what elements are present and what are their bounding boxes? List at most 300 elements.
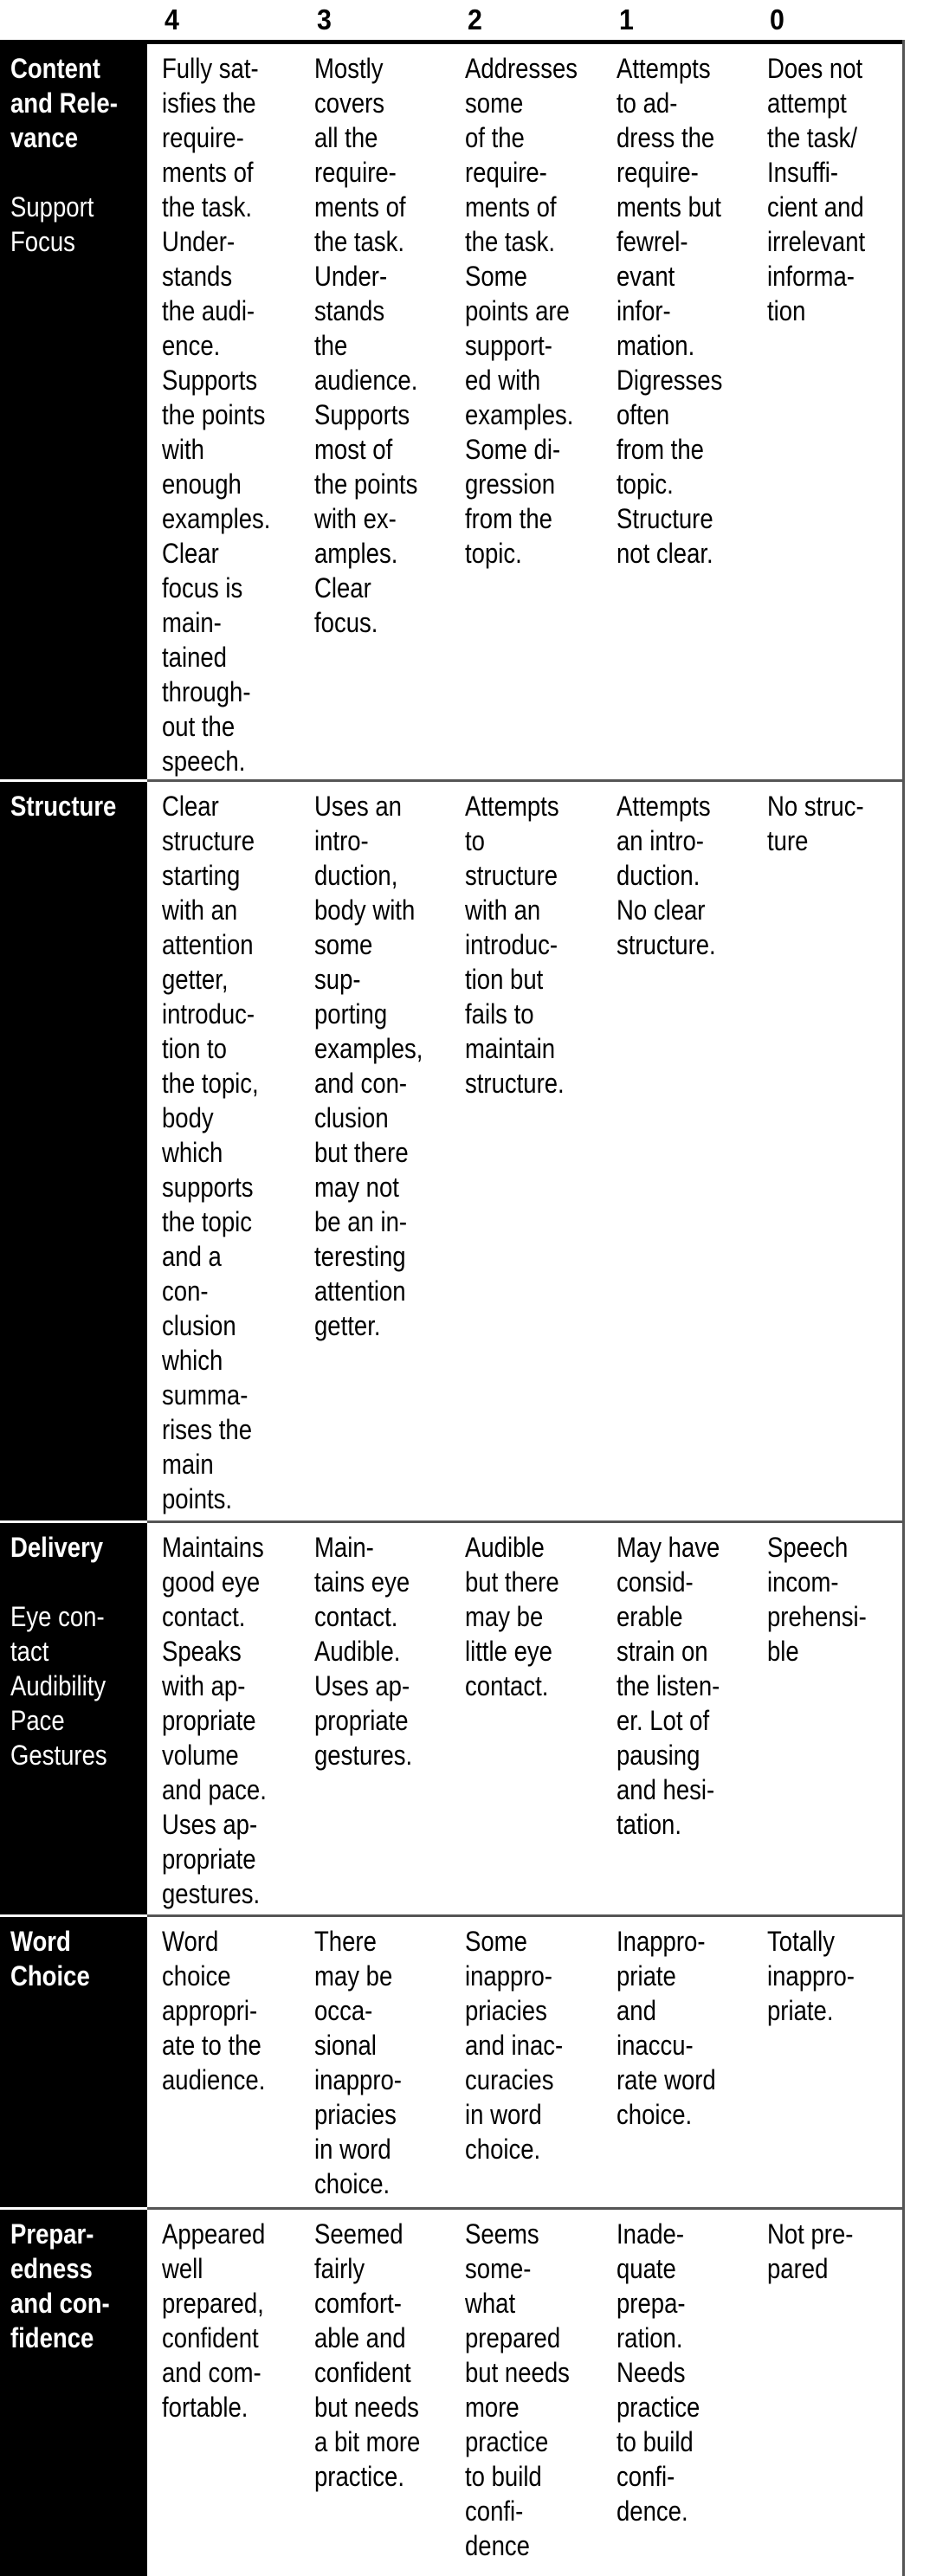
descriptor-line: contact.	[314, 1601, 398, 1632]
descriptor-line: inappro-	[465, 1960, 552, 1992]
descriptor-line: Attempts	[617, 53, 711, 84]
descriptor-line: practice	[465, 2426, 549, 2457]
descriptor-line: require-	[617, 157, 699, 188]
descriptor-line: priacies	[314, 2099, 397, 2130]
criterion-subitem: Audibility	[10, 1670, 107, 1701]
descriptor-cell-score-4	[162, 1530, 267, 1911]
descriptor-line: introduc-	[162, 998, 255, 1030]
descriptor-line: Totally	[767, 1926, 836, 1957]
descriptor-cell-score-2	[465, 2217, 570, 2563]
descriptor-line: Attempts	[465, 791, 559, 822]
descriptor-line: starting	[162, 860, 241, 891]
descriptor-line: Inade-	[617, 2218, 685, 2250]
descriptor-line: enough	[162, 468, 242, 500]
descriptor-line: but there	[314, 1137, 409, 1168]
descriptor-line: the task.	[314, 226, 405, 257]
descriptor-line: dence.	[617, 2495, 688, 2527]
descriptor-line: the points	[162, 399, 266, 430]
criterion-title-line: and Rele-	[10, 87, 118, 119]
descriptor-line: gression	[465, 468, 556, 500]
descriptor-line: the audi-	[162, 295, 255, 326]
spacer	[10, 1565, 107, 1599]
descriptor-cell-score-2	[465, 1924, 563, 2166]
criterion-title-line: Content	[10, 53, 100, 84]
descriptor-line: ments of	[465, 191, 557, 223]
descriptor-line: Uses an	[314, 791, 402, 822]
descriptor-line: Digresses	[617, 365, 723, 396]
row-divider	[147, 779, 905, 782]
descriptor-cell-score-1	[617, 1530, 720, 1842]
descriptor-line: May have	[617, 1532, 720, 1563]
descriptor-cell-score-0	[767, 1530, 867, 1669]
descriptor-line: out the	[162, 711, 236, 742]
score-1-heading: 1	[619, 3, 634, 36]
descriptor-line: Clear	[162, 538, 219, 569]
descriptor-line: duction.	[617, 860, 700, 891]
descriptor-line: prepared,	[162, 2288, 264, 2319]
rubric-row-structure	[0, 782, 905, 1523]
descriptor-line: contact.	[465, 1670, 549, 1701]
descriptor-line: in word	[314, 2134, 391, 2165]
criterion-text	[10, 789, 116, 823]
descriptor-line: in word	[465, 2099, 542, 2130]
criterion-subitem: Gestures	[10, 1740, 107, 1771]
descriptor-line: require-	[314, 157, 397, 188]
descriptor-line: stands	[314, 295, 385, 326]
criterion-title-line: fidence	[10, 2322, 94, 2353]
descriptor-line: tion to	[162, 1033, 227, 1064]
criterion-text	[10, 1924, 90, 1993]
descriptor-cell-score-2	[465, 1530, 559, 1703]
descriptor-line: ture	[767, 825, 809, 856]
descriptor-cell-score-1	[617, 789, 716, 962]
descriptor-cell-score-4	[162, 789, 259, 1516]
descriptor-line: what	[465, 2288, 516, 2319]
descriptor-line: Audible.	[314, 1636, 401, 1667]
score-0-heading: 0	[770, 3, 784, 36]
descriptor-line: comfort-	[314, 2288, 402, 2319]
descriptor-line: from the	[465, 503, 552, 534]
descriptor-line: and pace.	[162, 1774, 267, 1805]
descriptor-cell-score-2	[465, 789, 565, 1101]
descriptor-line: clusion	[314, 1102, 389, 1133]
descriptor-line: structure	[465, 860, 558, 891]
descriptor-line: choice.	[617, 2099, 693, 2130]
criterion-label	[0, 2210, 147, 2576]
descriptor-line: structure	[162, 825, 255, 856]
descriptor-cell-score-4	[162, 1924, 265, 2097]
descriptor-line: require-	[465, 157, 547, 188]
descriptor-cell-score-3	[314, 1924, 402, 2201]
descriptor-line: fairly	[314, 2253, 365, 2284]
descriptor-line: sup-	[314, 964, 361, 995]
descriptor-line: Mostly	[314, 53, 384, 84]
descriptor-line: the task.	[162, 191, 253, 223]
criterion-title-line: edness	[10, 2253, 93, 2284]
descriptor-line: audience.	[314, 365, 418, 396]
descriptor-cell-score-1	[617, 2217, 700, 2528]
descriptor-line: attempt	[767, 87, 847, 119]
descriptor-line: summa-	[162, 1379, 249, 1411]
descriptor-line: informa-	[767, 261, 855, 292]
descriptor-line: the points	[314, 468, 418, 500]
descriptor-line: appropri-	[162, 1995, 258, 2026]
descriptor-line: fewrel-	[617, 226, 688, 257]
descriptor-line: Needs	[617, 2357, 686, 2388]
descriptor-line: strain on	[617, 1636, 708, 1667]
descriptor-line: Appeared	[162, 2218, 266, 2250]
descriptor-line: pausing	[617, 1740, 700, 1771]
descriptor-line: confi-	[465, 2495, 524, 2527]
descriptor-line: practice.	[314, 2461, 405, 2492]
descriptor-line: Some	[465, 1926, 527, 1957]
descriptor-line: points are	[465, 295, 570, 326]
descriptor-line: support-	[465, 330, 552, 361]
descriptor-cell-score-3	[314, 2217, 420, 2494]
descriptor-line: of the	[465, 122, 525, 153]
descriptor-line: which	[162, 1137, 223, 1168]
criterion-subitem: Eye con-	[10, 1601, 105, 1632]
criterion-text	[10, 51, 118, 259]
descriptor-line: structure.	[465, 1068, 565, 1099]
descriptor-line: No struc-	[767, 791, 864, 822]
descriptor-line: may be	[465, 1601, 544, 1632]
descriptor-line: Not pre-	[767, 2218, 854, 2250]
descriptor-line: cient and	[767, 191, 864, 223]
descriptor-line: the	[314, 330, 348, 361]
descriptor-line: teresting	[314, 1241, 406, 1272]
score-3-heading: 3	[317, 3, 332, 36]
spacer	[10, 155, 118, 190]
descriptor-line: Main-	[314, 1532, 374, 1563]
descriptor-line: consid-	[617, 1566, 694, 1598]
descriptor-line: more	[465, 2392, 520, 2423]
descriptor-line: focus.	[314, 607, 378, 638]
descriptor-line: may not	[314, 1172, 399, 1203]
descriptor-line: the task.	[465, 226, 556, 257]
descriptor-line: the task/	[767, 122, 858, 153]
descriptor-line: tains eye	[314, 1566, 410, 1598]
descriptor-line: Under-	[162, 226, 236, 257]
rubric-row-delivery	[0, 1523, 905, 1917]
descriptor-line: sional	[314, 2030, 377, 2061]
descriptor-line: tion but	[465, 964, 544, 995]
descriptor-line: to build	[617, 2426, 694, 2457]
descriptor-line: but needs	[465, 2357, 570, 2388]
descriptor-line: getter.	[314, 1310, 381, 1341]
descriptor-line: rate word	[617, 2064, 716, 2095]
descriptor-line: practice	[617, 2392, 700, 2423]
descriptor-line: main	[162, 1449, 214, 1480]
descriptor-line: covers	[314, 87, 385, 119]
criterion-text	[10, 2217, 110, 2355]
descriptor-cell-score-3	[314, 1530, 412, 1772]
descriptor-line: No clear	[617, 894, 706, 926]
descriptor-line: confi-	[617, 2461, 675, 2492]
descriptor-cell-score-4	[162, 2217, 265, 2424]
descriptor-cell-score-0	[767, 51, 865, 328]
rubric-row-preparedness	[0, 2210, 905, 2576]
descriptor-line: propriate	[162, 1705, 256, 1736]
descriptor-line: with an	[465, 894, 541, 926]
descriptor-line: porting	[314, 998, 388, 1030]
descriptor-line: Word	[162, 1926, 219, 1957]
descriptor-line: Clear	[314, 572, 371, 604]
descriptor-line: gestures.	[162, 1878, 261, 1909]
descriptor-line: the listen-	[617, 1670, 720, 1701]
label-divider	[0, 1914, 147, 1917]
descriptor-line: body with	[314, 894, 416, 926]
descriptor-line: Some	[465, 261, 527, 292]
criterion-label	[0, 44, 147, 782]
descriptor-line: ments but	[617, 191, 721, 223]
descriptor-line: Inappro-	[617, 1926, 706, 1957]
descriptor-line: Clear	[162, 791, 219, 822]
criterion-title-line: Delivery	[10, 1532, 104, 1563]
descriptor-line: priate.	[767, 1995, 834, 2026]
criterion-title-line: and con-	[10, 2288, 110, 2319]
descriptor-line: clusion	[162, 1310, 236, 1341]
row-divider	[147, 2207, 905, 2210]
descriptor-line: contact.	[162, 1601, 246, 1632]
descriptor-line: inaccu-	[617, 2030, 694, 2061]
descriptor-cell-score-1	[617, 51, 722, 571]
descriptor-line: topic.	[617, 468, 674, 500]
descriptor-line: con-	[162, 1275, 209, 1307]
descriptor-line: and	[617, 1995, 656, 2026]
descriptor-line: propriate	[314, 1705, 409, 1736]
descriptor-line: dence	[465, 2530, 530, 2561]
descriptor-line: occa-	[314, 1995, 373, 2026]
descriptor-line: Uses ap-	[314, 1670, 410, 1701]
descriptor-line: duction,	[314, 860, 398, 891]
descriptor-line: curacies	[465, 2064, 554, 2095]
criterion-subitem: Pace	[10, 1705, 65, 1736]
descriptor-line: supports	[162, 1172, 254, 1203]
descriptor-line: speech.	[162, 746, 246, 777]
descriptor-line: amples.	[314, 538, 398, 569]
descriptor-line: through-	[162, 676, 251, 707]
rubric-row-word-choice	[0, 1917, 905, 2210]
descriptor-line: confident	[162, 2322, 259, 2353]
descriptor-line: introduc-	[465, 929, 558, 960]
descriptor-line: quate	[617, 2253, 676, 2284]
descriptor-line: choice.	[314, 2168, 391, 2199]
descriptor-line: with	[162, 434, 204, 465]
descriptor-line: but there	[465, 1566, 559, 1598]
descriptor-line: structure.	[617, 929, 716, 960]
descriptor-line: choice.	[465, 2134, 541, 2165]
descriptor-line: attention	[162, 929, 254, 960]
descriptor-line: priate	[617, 1960, 676, 1992]
label-divider	[0, 1520, 147, 1523]
descriptor-line: stands	[162, 261, 233, 292]
row-divider	[147, 1914, 905, 1917]
descriptor-cell-score-0	[767, 2217, 853, 2286]
descriptor-line: Under-	[314, 261, 388, 292]
criterion-title-line: Prepar-	[10, 2218, 94, 2250]
descriptor-line: most of	[314, 434, 393, 465]
criterion-subitem: Support	[10, 191, 94, 223]
descriptor-line: erable	[617, 1601, 683, 1632]
descriptor-line: to ad-	[617, 87, 678, 119]
descriptor-cell-score-0	[767, 1924, 855, 2028]
criterion-title-line: Structure	[10, 791, 117, 822]
descriptor-line: audience.	[162, 2064, 266, 2095]
descriptor-line: focus is	[162, 572, 243, 604]
descriptor-line: not clear.	[617, 538, 713, 569]
descriptor-line: from the	[617, 434, 704, 465]
descriptor-line: with an	[162, 894, 238, 926]
descriptor-line: well	[162, 2253, 203, 2284]
descriptor-line: getter,	[162, 964, 229, 995]
descriptor-line: inappro-	[767, 1960, 855, 1992]
descriptor-line: and con-	[314, 1068, 408, 1099]
descriptor-line: attention	[314, 1275, 406, 1307]
descriptor-line: Does not	[767, 53, 863, 84]
descriptor-line: but needs	[314, 2392, 419, 2423]
descriptor-line: examples.	[162, 503, 271, 534]
descriptor-line: points.	[162, 1483, 233, 1514]
score-2-heading: 2	[468, 3, 482, 36]
descriptor-line: gestures.	[314, 1740, 413, 1771]
descriptor-line: tation.	[617, 1809, 681, 1840]
criterion-label	[0, 782, 147, 1523]
criterion-title-line: vance	[10, 122, 79, 153]
descriptor-line: Seems	[465, 2218, 539, 2250]
descriptor-line: propriate	[162, 1843, 256, 1875]
descriptor-line: ments of	[162, 157, 254, 188]
descriptor-line: main-	[162, 607, 222, 638]
descriptor-line: priacies	[465, 1995, 547, 2026]
descriptor-cell-score-3	[314, 51, 417, 640]
descriptor-line: choice	[162, 1960, 231, 1992]
descriptor-line: tion	[767, 295, 806, 326]
descriptor-line: with ex-	[314, 503, 397, 534]
descriptor-line: fails to	[465, 998, 534, 1030]
descriptor-cell-score-2	[465, 51, 578, 571]
descriptor-line: the topic	[162, 1206, 253, 1237]
criterion-label	[0, 1523, 147, 1917]
descriptor-line: and a	[162, 1241, 222, 1272]
descriptor-line: examples,	[314, 1033, 423, 1064]
descriptor-line: intro-	[314, 825, 369, 856]
descriptor-line: Audible	[465, 1532, 545, 1563]
descriptor-line: evant	[617, 261, 675, 292]
descriptor-line: rises the	[162, 1414, 253, 1445]
descriptor-line: maintain	[465, 1033, 556, 1064]
descriptor-line: Insuffi-	[767, 157, 839, 188]
descriptor-line: be an in-	[314, 1206, 408, 1237]
descriptor-line: with ap-	[162, 1670, 246, 1701]
descriptor-line: Seemed	[314, 2218, 403, 2250]
descriptor-line: Supports	[162, 365, 258, 396]
descriptor-cell-score-0	[767, 789, 864, 858]
descriptor-line: fortable.	[162, 2392, 249, 2423]
descriptor-line: Speaks	[162, 1636, 242, 1667]
descriptor-line: er. Lot of	[617, 1705, 710, 1736]
criterion-subitem: Focus	[10, 226, 75, 257]
descriptor-line: good eye	[162, 1566, 261, 1598]
descriptor-line: to build	[465, 2461, 542, 2492]
descriptor-line: ration.	[617, 2322, 683, 2353]
label-divider	[0, 2207, 147, 2210]
descriptor-line: Speech	[767, 1532, 849, 1563]
descriptor-line: pared	[767, 2253, 829, 2284]
descriptor-line: may be	[314, 1960, 393, 1992]
descriptor-line: Uses ap-	[162, 1809, 258, 1840]
descriptor-line: often	[617, 399, 670, 430]
descriptor-line: able and	[314, 2322, 406, 2353]
criterion-subitem: tact	[10, 1636, 49, 1667]
descriptor-line: prepa-	[617, 2288, 686, 2319]
descriptor-line: infor-	[617, 295, 671, 326]
criterion-label	[0, 1917, 147, 2210]
descriptor-line: Attempts	[617, 791, 711, 822]
descriptor-line: ence.	[162, 330, 221, 361]
descriptor-line: ate to the	[162, 2030, 261, 2061]
descriptor-line: some	[465, 87, 524, 119]
descriptor-line: the topic,	[162, 1068, 259, 1099]
descriptor-line: require-	[162, 122, 244, 153]
descriptor-line: prepared	[465, 2322, 561, 2353]
score-4-heading: 4	[165, 3, 179, 36]
label-divider	[0, 779, 147, 782]
descriptor-line: which	[162, 1345, 223, 1376]
descriptor-line: irrelevant	[767, 226, 866, 257]
descriptor-cell-score-3	[314, 789, 423, 1343]
criterion-title-line: Choice	[10, 1960, 90, 1992]
descriptor-line: ments of	[314, 191, 406, 223]
descriptor-line: some-	[465, 2253, 532, 2284]
descriptor-line: an intro-	[617, 825, 704, 856]
descriptor-line: Fully sat-	[162, 53, 259, 84]
descriptor-line: ed with	[465, 365, 541, 396]
descriptor-line: isfies the	[162, 87, 256, 119]
descriptor-line: volume	[162, 1740, 239, 1771]
descriptor-cell-score-4	[162, 51, 270, 778]
descriptor-line: examples.	[465, 399, 574, 430]
descriptor-cell-score-1	[617, 1924, 716, 2132]
descriptor-line: incom-	[767, 1566, 839, 1598]
descriptor-line: a bit more	[314, 2426, 421, 2457]
row-divider	[147, 1520, 905, 1523]
descriptor-line: prehensi-	[767, 1601, 867, 1632]
table-right-border	[902, 40, 905, 2576]
descriptor-line: confident	[314, 2357, 411, 2388]
descriptor-line: inappro-	[314, 2064, 402, 2095]
descriptor-line: Maintains	[162, 1532, 264, 1563]
descriptor-line: and hesi-	[617, 1774, 715, 1805]
rubric-row-content-relevance	[0, 44, 905, 782]
score-header	[0, 0, 949, 41]
descriptor-line: tained	[162, 642, 227, 673]
descriptor-line: ble	[767, 1636, 799, 1667]
descriptor-line: dress the	[617, 122, 715, 153]
descriptor-line: some	[314, 929, 373, 960]
descriptor-line: Supports	[314, 399, 410, 430]
descriptor-line: Structure	[617, 503, 713, 534]
descriptor-line: Some di-	[465, 434, 561, 465]
descriptor-line: little eye	[465, 1636, 552, 1667]
descriptor-line: to	[465, 825, 485, 856]
criterion-text	[10, 1530, 107, 1772]
descriptor-line: mation.	[617, 330, 695, 361]
descriptor-line: all the	[314, 122, 378, 153]
descriptor-line: There	[314, 1926, 377, 1957]
descriptor-line: topic.	[465, 538, 522, 569]
criterion-title-line: Word	[10, 1926, 71, 1957]
